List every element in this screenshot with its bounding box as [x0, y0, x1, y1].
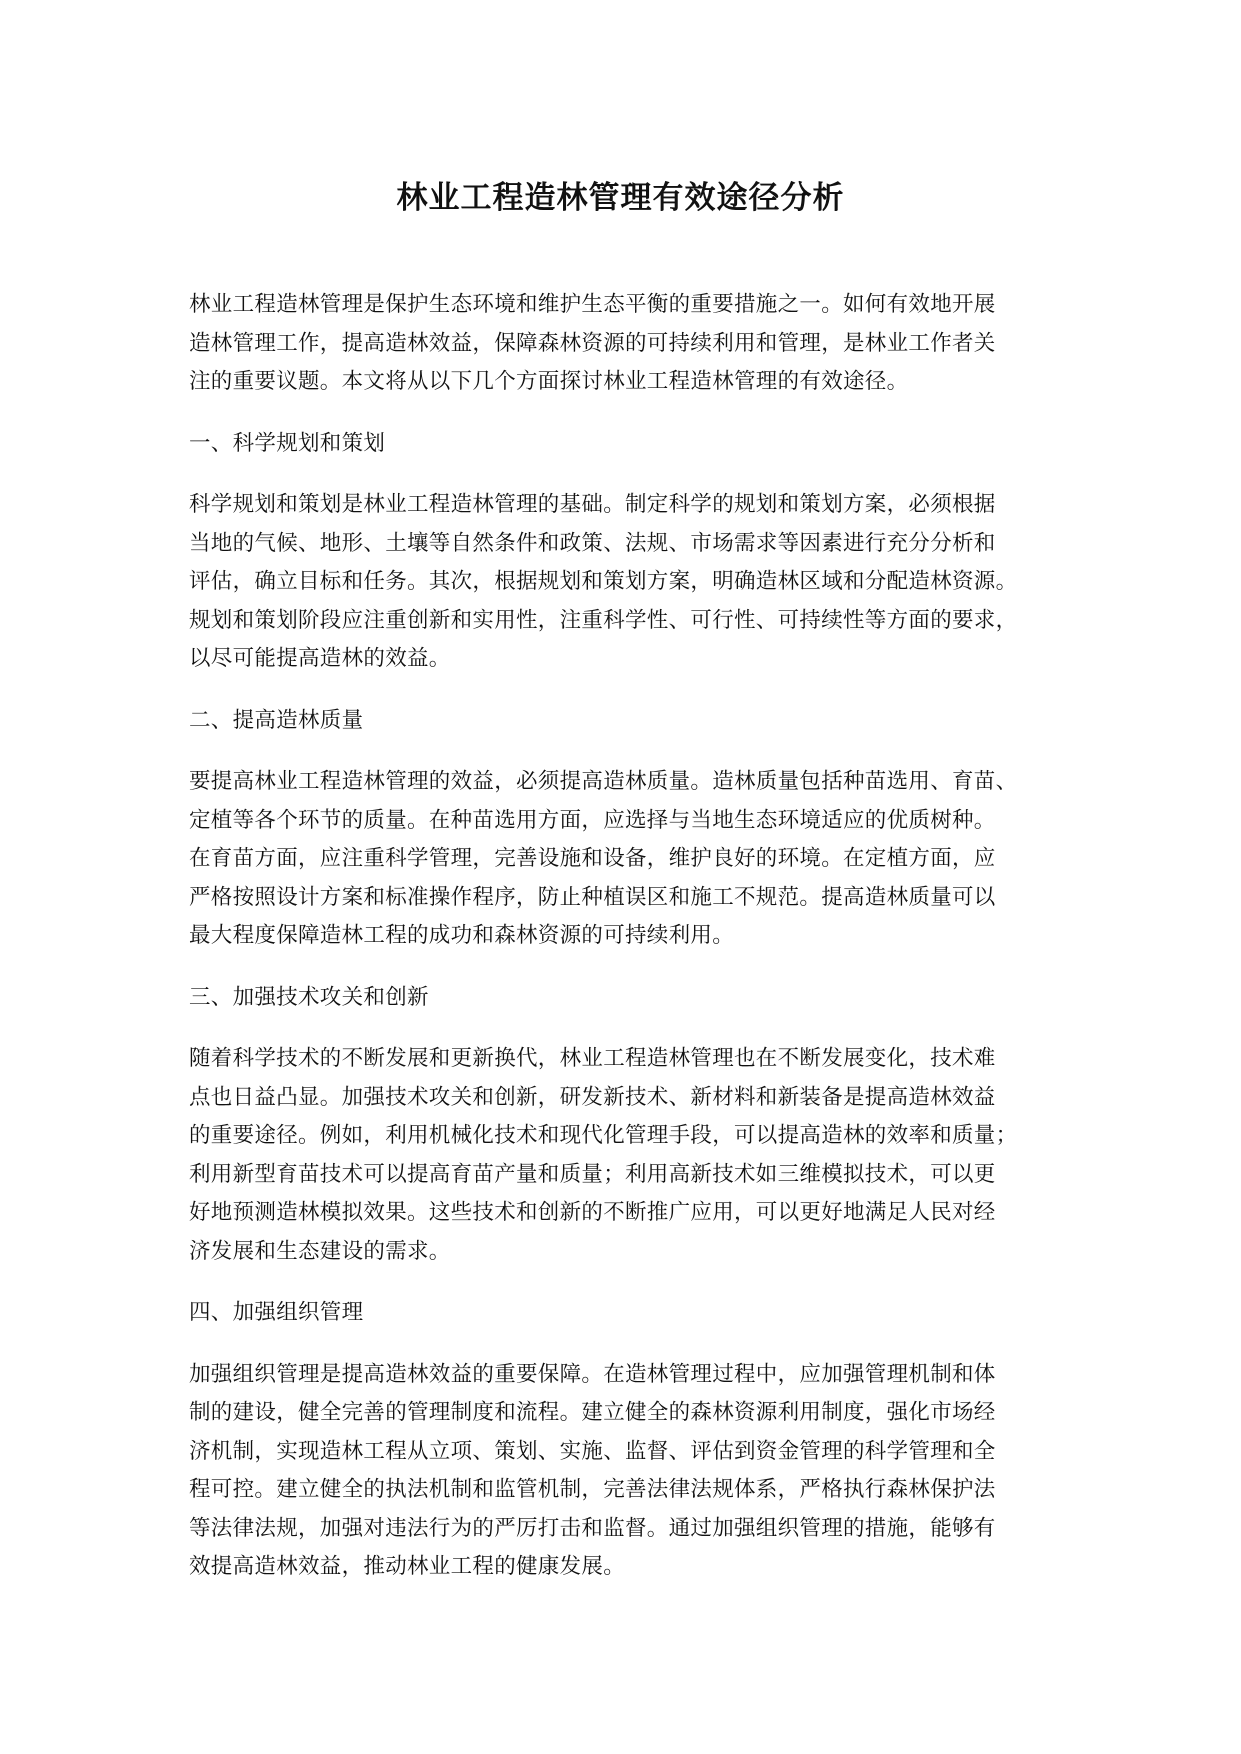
paragraph-line: 在育苗方面，应注重科学管理，完善设施和设备，维护良好的环境。在定植方面，应 [189, 846, 996, 871]
paragraph-line: 规划和策划阶段应注重创新和实用性，注重科学性、可行性、可持续性等方面的要求， [189, 607, 1018, 633]
section-paragraph [189, 1356, 1079, 1587]
intro-paragraph [189, 286, 1079, 402]
paragraph-line: 科学规划和策划是林业工程造林管理的基础。制定科学的规划和策划方案，必须根据 [189, 492, 996, 517]
paragraph-line: 济发展和生态建设的需求。 [189, 1238, 451, 1264]
paragraph-line: 注的重要议题。本文将从以下几个方面探讨林业工程造林管理的有效途径。 [189, 369, 909, 394]
paragraph-line: 制的建设，健全完善的管理制度和流程。建立健全的森林资源利用制度，强化市场经 [189, 1400, 996, 1425]
paragraph-line: 好地预测造林模拟效果。这些技术和创新的不断推广应用，可以更好地满足人民对经 [189, 1200, 996, 1225]
paragraph-line: 以尽可能提高造林的效益。 [189, 646, 451, 671]
section-paragraph [189, 486, 1079, 679]
section-heading: 二、提高造林质量 [189, 707, 364, 733]
section-heading: 一、科学规划和策划 [189, 430, 386, 456]
document-title: 林业工程造林管理有效途径分析 [396, 180, 845, 216]
paragraph-line: 林业工程造林管理是保护生态环境和维护生态平衡的重要措施之一。如何有效地开展 [189, 292, 996, 317]
section-paragraph [189, 763, 1079, 956]
paragraph-line: 点也日益凸显。加强技术攻关和创新，研发新技术、新材料和新装备是提高造林效益 [189, 1084, 996, 1110]
paragraph-line: 效提高造林效益，推动林业工程的健康发展。 [189, 1554, 626, 1579]
section-heading: 三、加强技术攻关和创新 [189, 984, 429, 1010]
section-quality [189, 702, 1079, 956]
section-planning [189, 425, 1079, 679]
section-paragraph [189, 1040, 1079, 1271]
paragraph-line: 程可控。建立健全的执法机制和监管机制，完善法律法规体系，严格执行森林保护法 [189, 1477, 996, 1502]
paragraph-line: 的重要途径。例如，利用机械化技术和现代化管理手段，可以提高造林的效率和质量； [189, 1123, 1018, 1148]
paragraph-line: 严格按照设计方案和标准操作程序，防止种植误区和施工不规范。提高造林质量可以 [189, 884, 996, 910]
paragraph-line: 加强组织管理是提高造林效益的重要保障。在造林管理过程中，应加强管理机制和体 [189, 1361, 996, 1387]
section-technology [189, 979, 1079, 1272]
paragraph-line: 随着科学技术的不断发展和更新换代，林业工程造林管理也在不断发展变化，技术难 [189, 1046, 996, 1071]
paragraph-line: 当地的气候、地形、土壤等自然条件和政策、法规、市场需求等因素进行充分分析和 [189, 530, 996, 556]
document-body [189, 286, 1079, 1610]
paragraph-line: 等法律法规，加强对违法行为的严厉打击和监督。通过加强组织管理的措施，能够有 [189, 1515, 996, 1541]
paragraph-line: 定植等各个环节的质量。在种苗选用方面，应选择与当地生态环境适应的优质树种。 [189, 807, 996, 833]
paragraph-line: 济机制，实现造林工程从立项、策划、实施、监督、评估到资金管理的科学管理和全 [189, 1438, 996, 1464]
section-heading: 四、加强组织管理 [189, 1300, 364, 1325]
section-organization [189, 1294, 1079, 1587]
paragraph-line: 利用新型育苗技术可以提高育苗产量和质量；利用高新技术如三维模拟技术，可以更 [189, 1161, 996, 1187]
paragraph-line: 要提高林业工程造林管理的效益，必须提高造林质量。造林质量包括种苗选用、育苗、 [189, 769, 1018, 794]
paragraph-line: 最大程度保障造林工程的成功和森林资源的可持续利用。 [189, 923, 735, 948]
paragraph-line: 评估，确立目标和任务。其次，根据规划和策划方案，明确造林区域和分配造林资源。 [189, 569, 1018, 594]
paragraph-line: 造林管理工作，提高造林效益，保障森林资源的可持续利用和管理，是林业工作者关 [189, 330, 996, 356]
